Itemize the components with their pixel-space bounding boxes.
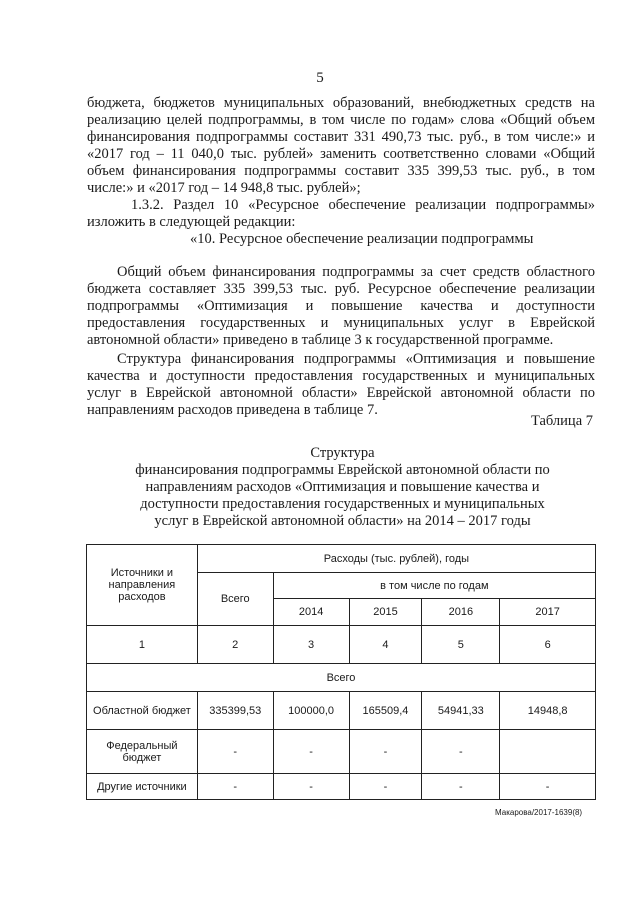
column-number: 3 xyxy=(273,626,349,664)
table-row xyxy=(87,730,596,774)
body-paragraph-2: Структура финансирования подпрограммы «Оптимизация и повышение качества и доступности предоставления государственных и муниципальных услуг в Еврейской автономной области» Еврейской автономной области по направлениям расходов приведена в таблице 7. xyxy=(87,351,595,418)
header-year: 2016 xyxy=(422,599,500,626)
cell-value: - xyxy=(197,730,273,774)
section-total-row: Всего xyxy=(87,664,596,692)
cell-value: 54941,33 xyxy=(422,692,500,730)
financing-table xyxy=(86,544,596,800)
body-paragraph-1: Общий объем финансирования подпрограммы за счет средств областного бюджета составляет 335 399,53 тыс. руб. Ресурсное обеспечение реализации подпрограммы «Оптимизация и повышение качества и доступности предоставления государственных и муниципальных услуг в Еврейской автономной области» приведено в таблице 3 к государственной программе. xyxy=(87,264,595,348)
section-body xyxy=(87,264,595,419)
table-title-line: доступности предоставления государственных и муниципальных xyxy=(140,496,545,512)
cell-value: 100000,0 xyxy=(273,692,349,730)
header-year: 2014 xyxy=(273,599,349,626)
page-number: 5 xyxy=(316,70,324,86)
amendment-text xyxy=(87,95,595,231)
table-title-line: Структура xyxy=(310,445,375,461)
column-number: 2 xyxy=(197,626,273,664)
header-expenses: Расходы (тыс. рублей), годы xyxy=(197,545,595,573)
cell-value: - xyxy=(197,774,273,800)
table-title xyxy=(100,445,585,530)
cell-value: - xyxy=(349,774,422,800)
amendment-paragraph-1: бюджета, бюджетов муниципальных образований, внебюджетных средств на реализацию целей подпрограммы, в том числе по годам» слова «Общий объем финансирования подпрограммы составит 331 490,73 тыс. руб., в том числе:» и «2017 год – 11 040,0 тыс. рублей» заменить соответственно словами «Общий объем финансирования подпрограммы составит 335 399,53 тыс. руб., в том числе:» и «2017 год – 14 948,8 тыс. рублей»; xyxy=(87,95,595,196)
footer-code: Макарова/2017-1639(8) xyxy=(495,808,583,817)
row-label: Федеральный бюджет xyxy=(87,730,198,774)
row-label: Другие источники xyxy=(87,774,198,800)
table-row xyxy=(87,774,596,800)
column-number: 1 xyxy=(87,626,198,664)
cell-value: - xyxy=(422,774,500,800)
table-title-line: услуг в Еврейской автономной области» на 2014 – 2017 годы xyxy=(154,513,531,529)
cell-value: - xyxy=(349,730,422,774)
table-row xyxy=(87,692,596,730)
table-label: Таблица 7 xyxy=(530,413,593,429)
cell-value: 335399,53 xyxy=(197,692,273,730)
column-number: 6 xyxy=(500,626,596,664)
table-title-line: направлениям расходов «Оптимизация и повышение качества и xyxy=(145,479,540,495)
header-total: Всего xyxy=(197,573,273,626)
cell-value xyxy=(500,730,596,774)
amendment-paragraph-2: 1.3.2. Раздел 10 «Ресурсное обеспечение реализации подпрограммы» изложить в следующей редакции: xyxy=(87,197,595,230)
header-year: 2015 xyxy=(349,599,422,626)
header-by-year: в том числе по годам xyxy=(273,573,595,599)
cell-value: - xyxy=(500,774,596,800)
table-title-line: финансирования подпрограммы Еврейской автономной области по xyxy=(135,462,550,478)
cell-value: 165509,4 xyxy=(349,692,422,730)
cell-value: - xyxy=(273,730,349,774)
cell-value: 14948,8 xyxy=(500,692,596,730)
header-source: Источники и направления расходов xyxy=(87,545,198,626)
section-heading: «10. Ресурсное обеспечение реализации подпрограммы xyxy=(190,231,534,247)
column-number: 4 xyxy=(349,626,422,664)
cell-value: - xyxy=(273,774,349,800)
column-number: 5 xyxy=(422,626,500,664)
row-label: Областной бюджет xyxy=(87,692,198,730)
cell-value: - xyxy=(422,730,500,774)
header-year: 2017 xyxy=(500,599,596,626)
